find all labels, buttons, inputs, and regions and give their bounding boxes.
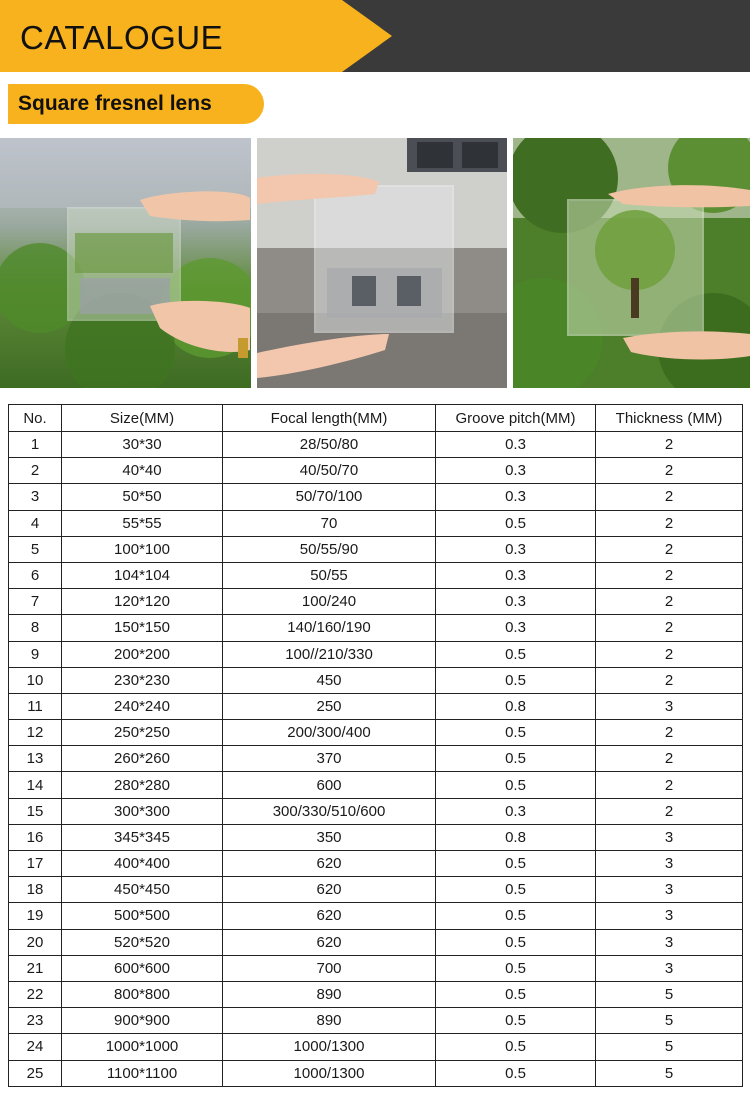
cell-no: 5 xyxy=(9,536,62,562)
cell-groove-pitch: 0.5 xyxy=(436,641,596,667)
cell-focal-length: 100/240 xyxy=(223,589,436,615)
section-title: Square fresnel lens xyxy=(18,92,212,115)
cell-no: 24 xyxy=(9,1034,62,1060)
cell-groove-pitch: 0.3 xyxy=(436,432,596,458)
table-row xyxy=(9,536,743,562)
cell-size: 1000*1000 xyxy=(62,1034,223,1060)
cell-size: 280*280 xyxy=(62,772,223,798)
cell-thickness: 3 xyxy=(596,955,743,981)
cell-no: 25 xyxy=(9,1060,62,1086)
cell-focal-length: 28/50/80 xyxy=(223,432,436,458)
cell-thickness: 5 xyxy=(596,1034,743,1060)
cell-thickness: 2 xyxy=(596,510,743,536)
table-row xyxy=(9,589,743,615)
cell-size: 55*55 xyxy=(62,510,223,536)
table-row xyxy=(9,1008,743,1034)
cell-focal-length: 250 xyxy=(223,693,436,719)
header-size: Size(MM) xyxy=(62,405,223,432)
cell-focal-length: 450 xyxy=(223,667,436,693)
cell-size: 240*240 xyxy=(62,693,223,719)
cell-focal-length: 890 xyxy=(223,981,436,1007)
cell-thickness: 2 xyxy=(596,589,743,615)
header-bar xyxy=(0,0,750,72)
cell-thickness: 2 xyxy=(596,772,743,798)
cell-thickness: 3 xyxy=(596,851,743,877)
cell-thickness: 3 xyxy=(596,693,743,719)
lens-photo-tree xyxy=(513,138,750,388)
cell-groove-pitch: 0.5 xyxy=(436,720,596,746)
cell-thickness: 2 xyxy=(596,746,743,772)
cell-focal-length: 50/55/90 xyxy=(223,536,436,562)
cell-focal-length: 890 xyxy=(223,1008,436,1034)
spec-table xyxy=(8,404,743,1087)
cell-groove-pitch: 0.5 xyxy=(436,955,596,981)
cell-size: 800*800 xyxy=(62,981,223,1007)
cell-groove-pitch: 0.5 xyxy=(436,903,596,929)
section-heading xyxy=(8,84,264,124)
cell-size: 500*500 xyxy=(62,903,223,929)
cell-no: 18 xyxy=(9,877,62,903)
table-row xyxy=(9,1034,743,1060)
cell-no: 7 xyxy=(9,589,62,615)
cell-no: 17 xyxy=(9,851,62,877)
cell-no: 14 xyxy=(9,772,62,798)
table-row xyxy=(9,981,743,1007)
cell-focal-length: 50/55 xyxy=(223,562,436,588)
cell-no: 15 xyxy=(9,798,62,824)
cell-focal-length: 620 xyxy=(223,877,436,903)
table-row xyxy=(9,693,743,719)
cell-no: 1 xyxy=(9,432,62,458)
cell-focal-length: 1000/1300 xyxy=(223,1034,436,1060)
cell-groove-pitch: 0.3 xyxy=(436,562,596,588)
cell-no: 21 xyxy=(9,955,62,981)
cell-size: 100*100 xyxy=(62,536,223,562)
cell-no: 8 xyxy=(9,615,62,641)
cell-groove-pitch: 0.3 xyxy=(436,615,596,641)
cell-size: 250*250 xyxy=(62,720,223,746)
cell-no: 3 xyxy=(9,484,62,510)
cell-groove-pitch: 0.5 xyxy=(436,772,596,798)
cell-groove-pitch: 0.8 xyxy=(436,824,596,850)
cell-groove-pitch: 0.5 xyxy=(436,1008,596,1034)
cell-focal-length: 140/160/190 xyxy=(223,615,436,641)
cell-thickness: 2 xyxy=(596,641,743,667)
table-row xyxy=(9,484,743,510)
cell-thickness: 2 xyxy=(596,458,743,484)
cell-groove-pitch: 0.5 xyxy=(436,877,596,903)
table-body xyxy=(9,432,743,1087)
cell-groove-pitch: 0.5 xyxy=(436,851,596,877)
cell-focal-length: 100//210/330 xyxy=(223,641,436,667)
cell-groove-pitch: 0.3 xyxy=(436,589,596,615)
cell-thickness: 2 xyxy=(596,536,743,562)
cell-groove-pitch: 0.3 xyxy=(436,798,596,824)
cell-focal-length: 600 xyxy=(223,772,436,798)
cell-groove-pitch: 0.3 xyxy=(436,458,596,484)
cell-size: 900*900 xyxy=(62,1008,223,1034)
cell-size: 600*600 xyxy=(62,955,223,981)
cell-focal-length: 370 xyxy=(223,746,436,772)
cell-no: 23 xyxy=(9,1008,62,1034)
table-row xyxy=(9,667,743,693)
cell-no: 16 xyxy=(9,824,62,850)
cell-size: 50*50 xyxy=(62,484,223,510)
cell-groove-pitch: 0.5 xyxy=(436,667,596,693)
cell-size: 104*104 xyxy=(62,562,223,588)
cell-focal-length: 700 xyxy=(223,955,436,981)
cell-thickness: 3 xyxy=(596,824,743,850)
cell-groove-pitch: 0.5 xyxy=(436,746,596,772)
table-row xyxy=(9,510,743,536)
cell-thickness: 2 xyxy=(596,720,743,746)
cell-no: 12 xyxy=(9,720,62,746)
cell-thickness: 2 xyxy=(596,432,743,458)
cell-groove-pitch: 0.5 xyxy=(436,1034,596,1060)
table-row xyxy=(9,720,743,746)
table-row xyxy=(9,562,743,588)
table-row xyxy=(9,798,743,824)
table-row xyxy=(9,641,743,667)
cell-no: 4 xyxy=(9,510,62,536)
cell-size: 40*40 xyxy=(62,458,223,484)
cell-groove-pitch: 0.3 xyxy=(436,484,596,510)
cell-thickness: 5 xyxy=(596,1060,743,1086)
table-row xyxy=(9,432,743,458)
cell-focal-length: 620 xyxy=(223,929,436,955)
cell-no: 11 xyxy=(9,693,62,719)
cell-size: 1100*1100 xyxy=(62,1060,223,1086)
cell-no: 22 xyxy=(9,981,62,1007)
table-row xyxy=(9,877,743,903)
cell-no: 2 xyxy=(9,458,62,484)
cell-groove-pitch: 0.5 xyxy=(436,929,596,955)
cell-focal-length: 620 xyxy=(223,851,436,877)
header-groove-pitch: Groove pitch(MM) xyxy=(436,405,596,432)
cell-groove-pitch: 0.5 xyxy=(436,1060,596,1086)
table-row xyxy=(9,955,743,981)
cell-focal-length: 300/330/510/600 xyxy=(223,798,436,824)
cell-thickness: 5 xyxy=(596,1008,743,1034)
cell-thickness: 3 xyxy=(596,877,743,903)
cell-thickness: 2 xyxy=(596,484,743,510)
cell-no: 10 xyxy=(9,667,62,693)
table-row xyxy=(9,824,743,850)
cell-groove-pitch: 0.3 xyxy=(436,536,596,562)
cell-thickness: 2 xyxy=(596,562,743,588)
cell-size: 450*450 xyxy=(62,877,223,903)
cell-size: 230*230 xyxy=(62,667,223,693)
cell-size: 200*200 xyxy=(62,641,223,667)
table-row xyxy=(9,929,743,955)
cell-no: 20 xyxy=(9,929,62,955)
table-row xyxy=(9,903,743,929)
cell-thickness: 3 xyxy=(596,929,743,955)
cell-thickness: 2 xyxy=(596,798,743,824)
cell-focal-length: 40/50/70 xyxy=(223,458,436,484)
table-header-row xyxy=(9,405,743,432)
cell-size: 300*300 xyxy=(62,798,223,824)
cell-focal-length: 1000/1300 xyxy=(223,1060,436,1086)
lens-photo-building xyxy=(257,138,507,388)
table-row xyxy=(9,615,743,641)
cell-thickness: 2 xyxy=(596,615,743,641)
cell-size: 260*260 xyxy=(62,746,223,772)
cell-size: 520*520 xyxy=(62,929,223,955)
cell-groove-pitch: 0.8 xyxy=(436,693,596,719)
cell-thickness: 3 xyxy=(596,903,743,929)
cell-focal-length: 620 xyxy=(223,903,436,929)
table-row xyxy=(9,772,743,798)
table-row xyxy=(9,851,743,877)
cell-groove-pitch: 0.5 xyxy=(436,981,596,1007)
cell-focal-length: 350 xyxy=(223,824,436,850)
cell-focal-length: 70 xyxy=(223,510,436,536)
cell-no: 6 xyxy=(9,562,62,588)
cell-thickness: 2 xyxy=(596,667,743,693)
table-row xyxy=(9,458,743,484)
cell-size: 120*120 xyxy=(62,589,223,615)
cell-size: 150*150 xyxy=(62,615,223,641)
header-no: No. xyxy=(9,405,62,432)
cell-focal-length: 50/70/100 xyxy=(223,484,436,510)
header-focal-length: Focal length(MM) xyxy=(223,405,436,432)
cell-focal-length: 200/300/400 xyxy=(223,720,436,746)
lens-photo-garden xyxy=(0,138,251,388)
cell-size: 400*400 xyxy=(62,851,223,877)
cell-groove-pitch: 0.5 xyxy=(436,510,596,536)
table-row xyxy=(9,746,743,772)
cell-no: 9 xyxy=(9,641,62,667)
cell-no: 19 xyxy=(9,903,62,929)
cell-thickness: 5 xyxy=(596,981,743,1007)
cell-size: 30*30 xyxy=(62,432,223,458)
table-row xyxy=(9,1060,743,1086)
page-title: CATALOGUE xyxy=(20,19,224,56)
header-thickness: Thickness (MM) xyxy=(596,405,743,432)
cell-size: 345*345 xyxy=(62,824,223,850)
cell-no: 13 xyxy=(9,746,62,772)
